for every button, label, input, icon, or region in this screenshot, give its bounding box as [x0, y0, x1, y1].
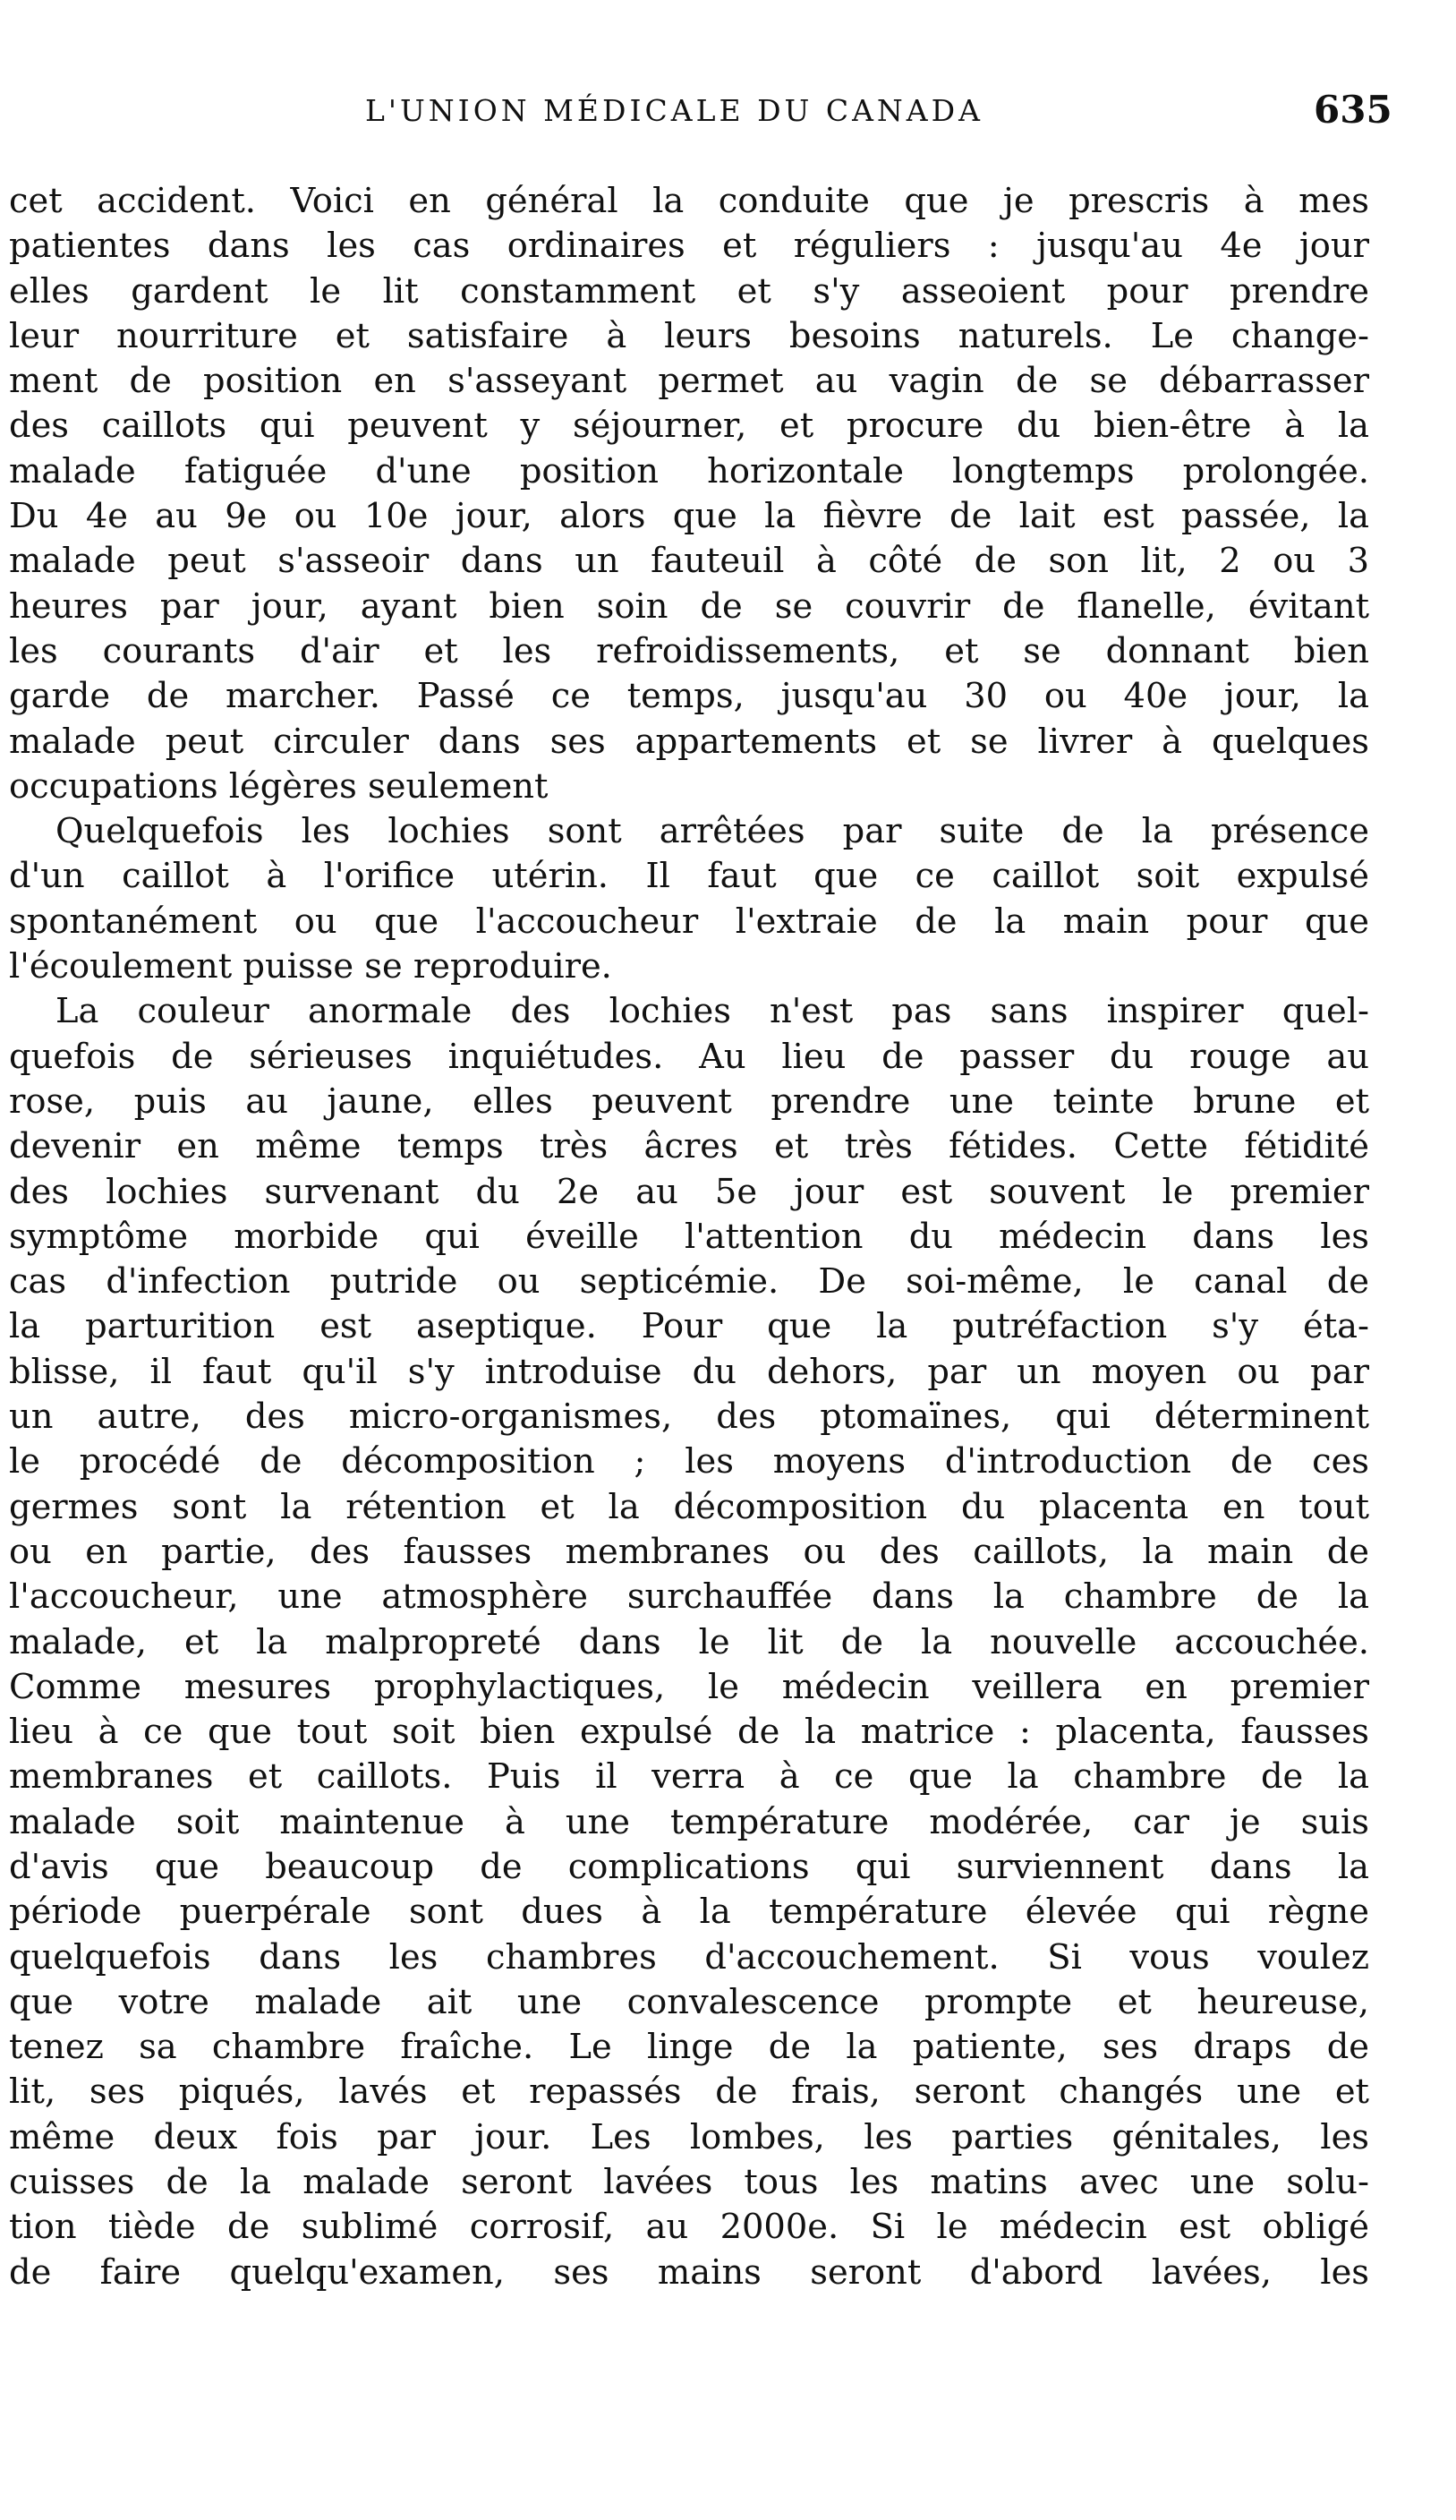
text-line: malade peut s'asseoir dans un fauteuil à côté de son lit, 2 ou 3 [9, 541, 1369, 582]
text-line: un autre, des micro-organismes, des ptomaïnes, qui déterminent [9, 1397, 1369, 1438]
text-line: malade, et la malpropreté dans le lit de la nouvelle accouchée. [9, 1621, 1369, 1662]
text-line: les courants d'air et les refroidissements, et se donnant bien [9, 630, 1369, 671]
text-line: germes sont la rétention et la décomposition du placenta en tout [9, 1486, 1369, 1527]
text-line: membranes et caillots. Puis il verra à ce que la chambre de la [9, 1756, 1369, 1798]
text-line: garde de marcher. Passé ce temps, jusqu'au 30 ou 40e jour, la [9, 676, 1369, 717]
text-line: devenir en même temps très âcres et très fétides. Cette fétidité [9, 1126, 1369, 1167]
text-line: lit, ses piqués, lavés et repassés de frais, seront changés une et [9, 2072, 1369, 2113]
text-line: La couleur anormale des lochies n'est pas sans inspirer quel- [55, 991, 1369, 1032]
text-line: ment de position en s'asseyant permet au vagin de se débarrasser [9, 361, 1369, 402]
text-line: malade fatiguée d'une position horizontale longtemps prolongée. [9, 450, 1369, 491]
text-line: cas d'infection putride ou septicémie. De soi-même, le canal de [9, 1261, 1369, 1303]
text-line: occupations légères seulement [9, 765, 549, 807]
text-line: que votre malade ait une convalescence prompte et heureuse, [9, 1981, 1369, 2022]
text-line: tion tiède de sublimé corrosif, au 2000e. Si le médecin est obligé [9, 2207, 1369, 2248]
text-line: des lochies survenant du 2e au 5e jour est souvent le premier [9, 1171, 1369, 1212]
text-line: quefois de sérieuses inquiétudes. Au lieu de passer du rouge au [9, 1036, 1369, 1077]
text-line: Quelquefois les lochies sont arrêtées par suite de la présence [55, 811, 1369, 852]
text-line: spontanément ou que l'accoucheur l'extraie de la main pour que [9, 901, 1369, 942]
text-line: d'un caillot à l'orifice utérin. Il faut que ce caillot soit expulsé [9, 856, 1369, 897]
text-line: leur nourriture et satisfaire à leurs besoins naturels. Le change- [9, 315, 1369, 356]
text-line: patientes dans les cas ordinaires et réguliers : jusqu'au 4e jour [9, 226, 1369, 267]
text-line: Du 4e au 9e ou 10e jour, alors que la fièvre de lait est passée, la [9, 496, 1369, 537]
text-line: même deux fois par jour. Les lombes, les parties génitales, les [9, 2116, 1369, 2157]
text-line: ou en partie, des fausses membranes ou des caillots, la main de [9, 1531, 1369, 1572]
text-line: quelquefois dans les chambres d'accouchement. Si vous voulez [9, 1936, 1369, 1978]
text-line: malade soit maintenue à une température modérée, car je suis [9, 1801, 1369, 1842]
text-line: symptôme morbide qui éveille l'attention du médecin dans les [9, 1216, 1369, 1257]
text-line: le procédé de décomposition ; les moyens d'introduction de ces [9, 1441, 1369, 1482]
text-line: tenez sa chambre fraîche. Le linge de la patiente, ses draps de [9, 2027, 1369, 2068]
text-line: période puerpérale sont dues à la température élevée qui règne [9, 1892, 1369, 1933]
text-line: cuisses de la malade seront lavées tous les matins avec une solu- [9, 2162, 1369, 2203]
text-line: lieu à ce que tout soit bien expulsé de la matrice : placenta, fausses [9, 1712, 1369, 1753]
text-line: l'accoucheur, une atmosphère surchauffée dans la chambre de la [9, 1576, 1369, 1618]
text-line: heures par jour, ayant bien soin de se couvrir de flanelle, évitant [9, 585, 1369, 627]
text-line: blisse, il faut qu'il s'y introduise du dehors, par un moyen ou par [9, 1351, 1369, 1392]
text-line: l'écoulement puisse se reproduire. [9, 946, 612, 987]
body-text [9, 179, 1369, 2295]
text-line: rose, puis au jaune, elles peuvent prendre une teinte brune et [9, 1081, 1369, 1122]
page-number: 635 [1314, 88, 1392, 132]
text-line: Comme mesures prophylactiques, le médecin veillera en premier [9, 1666, 1369, 1707]
text-line: la parturition est aseptique. Pour que la putréfaction s'y éta- [9, 1306, 1369, 1347]
text-line: cet accident. Voici en général la conduite que je prescris à mes [9, 181, 1369, 221]
journal-title: L'UNION MÉDICALE DU CANADA [365, 93, 983, 128]
text-line: d'avis que beaucoup de complications qui surviennent dans la [9, 1846, 1369, 1887]
text-line: malade peut circuler dans ses appartements et se livrer à quelques [9, 721, 1369, 762]
running-header [0, 88, 1456, 147]
text-line: de faire quelqu'examen, ses mains seront d'abord lavées, les [9, 2251, 1369, 2293]
text-line: elles gardent le lit constamment et s'y asseoient pour prendre [9, 270, 1369, 312]
text-line: des caillots qui peuvent y séjourner, et procure du bien-être à la [9, 406, 1369, 447]
